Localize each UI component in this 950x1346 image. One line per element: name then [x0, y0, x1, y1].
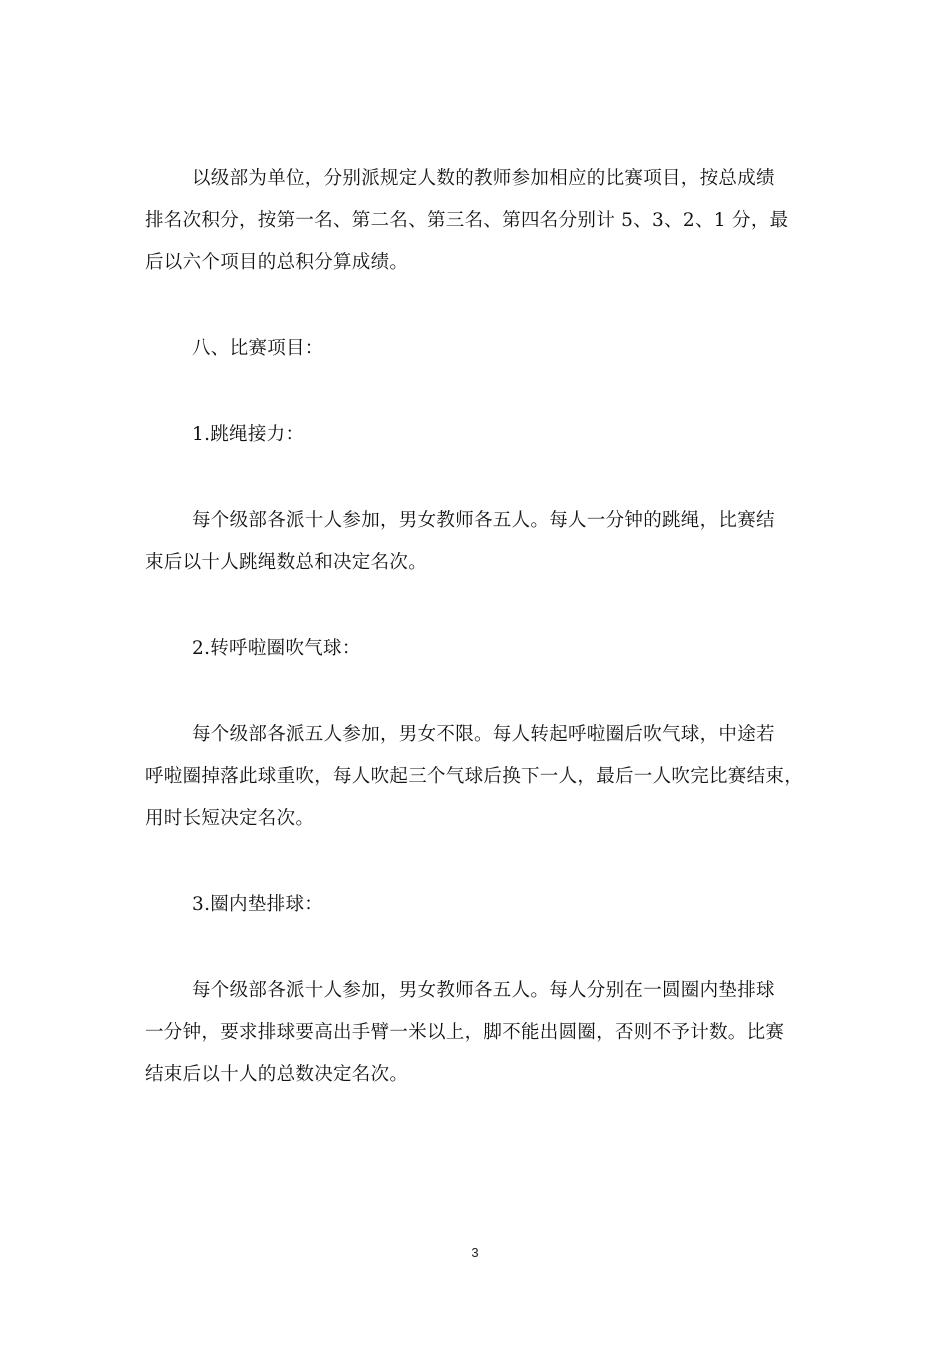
- paragraph-line: 结束后以十人的总数决定名次。: [145, 1064, 409, 1085]
- paragraph-line: 用时长短决定名次。: [145, 808, 315, 829]
- event-1-title: [145, 414, 810, 456]
- event-2-title: [145, 628, 810, 670]
- event-3-description: [145, 970, 810, 1096]
- heading-line: 八、比赛项目：: [192, 338, 324, 359]
- scoring-rules-paragraph: [145, 158, 810, 284]
- paragraph-line: 一分钟，要求排球要高出手臂一米以上，脚不能出圆圈，否则不予计数。比赛: [145, 1022, 785, 1043]
- paragraph-line: 以级部为单位，分别派规定人数的教师参加相应的比赛项目，按总成绩: [192, 168, 775, 189]
- page-number: 3: [471, 1245, 479, 1260]
- paragraph-line: 后以六个项目的总积分算成绩。: [145, 252, 409, 273]
- subheading-line: 2.转呼啦圈吹气球：: [192, 638, 361, 659]
- event-3-title: [145, 884, 810, 926]
- event-2-description: [145, 714, 810, 840]
- paragraph-line: 每个级部各派五人参加，男女不限。每人转起呼啦圈后吹气球，中途若: [192, 724, 775, 745]
- paragraph-line: 呼啦圈掉落此球重吹，每人吹起三个气球后换下一人，最后一人吹完比赛结束，: [145, 766, 804, 787]
- paragraph-line: 束后以十人跳绳数总和决定名次。: [145, 552, 428, 573]
- paragraph-line: 每个级部各派十人参加，男女教师各五人。每人一分钟的跳绳，比赛结: [192, 510, 775, 531]
- paragraph-line: 每个级部各派十人参加，男女教师各五人。每人分别在一圆圈内垫排球: [192, 980, 775, 1001]
- section-heading-events: [145, 328, 810, 370]
- subheading-line: 1.跳绳接力：: [192, 424, 305, 445]
- subheading-line: 3.圈内垫排球：: [192, 894, 324, 915]
- paragraph-line: 排名次积分，按第一名、第二名、第三名、第四名分别计 5、3、2、1 分，最: [145, 210, 789, 231]
- event-1-description: [145, 500, 810, 584]
- document-body: [145, 158, 810, 1096]
